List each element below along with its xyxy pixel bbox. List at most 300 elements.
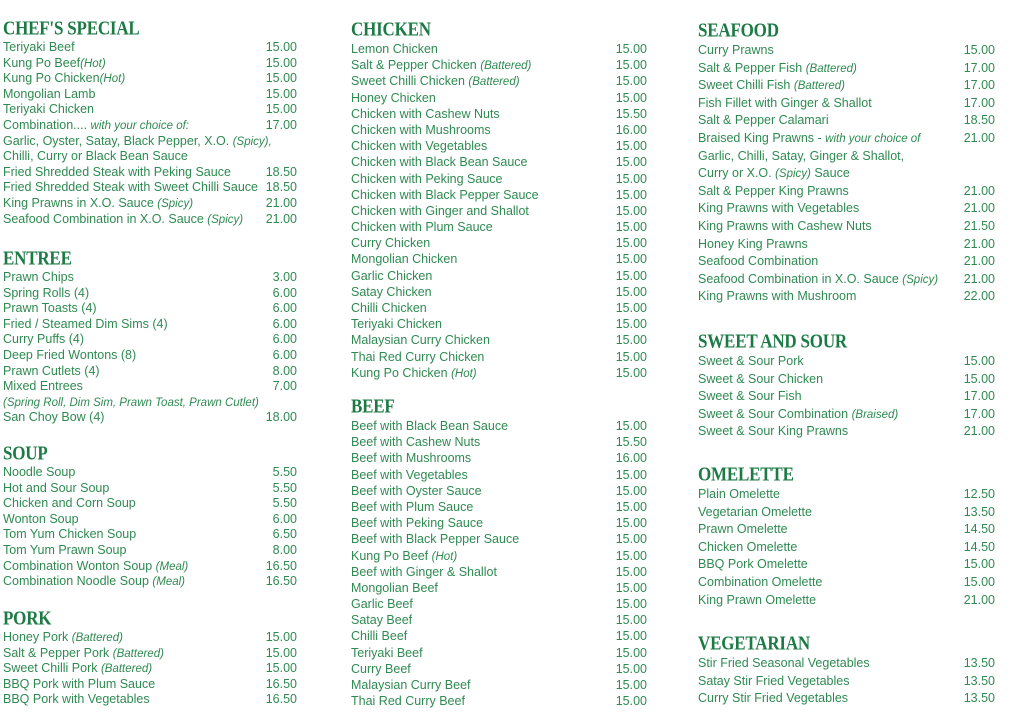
menu-item [3, 574, 297, 590]
menu-item-price: 15.00 [963, 574, 995, 589]
menu-item-name: Prawn Cutlets (4) [3, 363, 100, 378]
menu-item-price: 16.00 [615, 122, 647, 137]
menu-item [698, 486, 995, 504]
menu-item-name: Tom Yum Prawn Soup [3, 542, 127, 557]
menu-item-name: Lemon Chicken [351, 42, 438, 56]
menu-item [351, 154, 647, 170]
menu-item [698, 423, 995, 441]
menu-item [351, 499, 647, 515]
menu-item-name: Teriyaki Beef [3, 40, 75, 54]
section-entree [3, 247, 297, 426]
menu-item-name: Kung Po Beef [3, 55, 81, 70]
menu-item-name: Prawn Omelette [698, 522, 788, 537]
menu-item [3, 270, 297, 286]
menu-item-name: King Prawn Omelette [698, 592, 817, 607]
menu-item [698, 112, 995, 130]
menu-item-note: (Battered) [71, 632, 123, 644]
menu-item [351, 628, 647, 644]
menu-item-name: Stir Fried Seasonal Vegetables [698, 656, 870, 670]
menu-item-name: Honey Chicken [351, 90, 436, 105]
menu-item-name: Chicken with Black Pepper Sauce [351, 187, 539, 202]
menu-item [3, 180, 297, 196]
menu-item-name: Combination Omelette [698, 574, 823, 589]
menu-item-price: 8.00 [272, 363, 297, 378]
menu-item [3, 395, 297, 411]
section-chicken [351, 18, 647, 381]
menu-item-name: King Prawns with Cashew Nuts [698, 218, 872, 233]
menu-item-price: 15.00 [615, 661, 647, 676]
menu-item-name: Combination Noodle Soup [3, 574, 153, 589]
menu-item-name: Wonton Soup [3, 511, 79, 526]
menu-item-note: (Meal) [155, 560, 189, 573]
menu-item-name: Hot and Sour Soup [3, 480, 110, 495]
section-title: ENTREE [3, 247, 72, 269]
menu-item-price: 15.00 [265, 645, 297, 660]
menu-item-name: King Prawns with Vegetables [698, 201, 860, 216]
menu-item-price: 15.00 [615, 532, 647, 547]
menu-item-price: 15.00 [615, 301, 647, 315]
menu-item-name: Beef with Black Bean Sauce [351, 419, 509, 433]
menu-item [351, 138, 647, 154]
menu-item-name: Vegetarian Omelette [698, 504, 812, 519]
section-soup [3, 442, 297, 590]
menu-item [351, 41, 647, 57]
menu-item-note: (Meal) [152, 576, 185, 589]
menu-item-price: 21.00 [963, 254, 995, 269]
menu-item-price: 17.00 [963, 95, 995, 110]
menu-item [3, 196, 297, 212]
menu-item [351, 531, 647, 547]
menu-item-price: 15.00 [265, 630, 297, 644]
menu-item [698, 165, 995, 183]
menu-item-name: Satay Chicken [351, 284, 432, 299]
section-title: SOUP [3, 442, 48, 464]
menu-item [3, 56, 297, 72]
menu-item [351, 365, 647, 381]
menu-item-price: 21.00 [963, 236, 995, 251]
section-omelette [698, 463, 995, 609]
menu-item-price: 17.00 [265, 117, 297, 132]
menu-item [3, 348, 297, 364]
section-sweet-and-sour [698, 330, 995, 441]
menu-item [3, 465, 297, 481]
menu-item-name: Deep Fried Wontons (8) [3, 347, 137, 362]
menu-item-price: 15.00 [963, 557, 995, 572]
menu-item-note: (Spicy) [207, 213, 244, 226]
menu-item [3, 102, 297, 118]
menu-item-price: 16.00 [615, 451, 647, 466]
menu-item-price: 21.00 [963, 592, 995, 607]
menu-item-name: Honey King Prawns [698, 236, 808, 251]
menu-item-name: Malaysian Curry Chicken [351, 333, 490, 348]
menu-item-name: Noodle Soup [3, 465, 76, 479]
menu-item [698, 200, 995, 218]
menu-item-price: 16.50 [265, 558, 297, 573]
menu-item [351, 612, 647, 628]
section-seafood [698, 19, 995, 306]
menu-item-note: (Hot) [99, 73, 126, 86]
section-chefs-special [3, 17, 297, 227]
menu-item-note: (Battered) [805, 62, 857, 75]
menu-item [351, 693, 647, 709]
menu-item [351, 57, 647, 73]
menu-item-name: Chicken with Ginger and Shallot [351, 203, 529, 218]
menu-item [698, 371, 995, 389]
menu-item-price: 18.50 [963, 113, 995, 128]
menu-item-price: 15.00 [265, 40, 297, 54]
menu-item-note: (Battered) [112, 647, 164, 660]
menu-item-price: 16.50 [265, 676, 297, 691]
menu-item [698, 504, 995, 522]
menu-item-name: Kung Po Chicken [351, 365, 452, 380]
menu-item-name: King Prawns in X.O. Sauce [3, 195, 158, 210]
menu-item-price: 15.00 [615, 564, 647, 579]
menu-item-name: Salt & Pepper King Prawns [698, 183, 849, 198]
section-pork [3, 607, 297, 708]
menu-item [351, 171, 647, 187]
menu-item-name: Beef with Black Pepper Sauce [351, 532, 520, 547]
menu-item [3, 512, 297, 528]
menu-item-name: Fried Shredded Steak with Sweet Chilli Sauce [3, 180, 258, 195]
menu-item [698, 218, 995, 236]
menu-item-note: (Spicy), [232, 135, 272, 148]
menu-item-name: Satay Stir Fried Vegetables [698, 673, 850, 688]
menu-item [351, 661, 647, 677]
menu-item [351, 596, 647, 612]
menu-item-price: 6.50 [272, 527, 297, 542]
menu-item-note: (Battered) [468, 76, 520, 89]
menu-item [698, 271, 995, 289]
menu-item-price: 21.00 [963, 271, 995, 286]
menu-item-price: 18.00 [265, 410, 297, 425]
menu-item-price: 15.00 [265, 55, 297, 70]
menu-item-price: 15.00 [615, 499, 647, 514]
menu-item-name: Teriyaki Chicken [351, 317, 443, 332]
menu-item-name: Curry Chicken [351, 236, 431, 251]
menu-item [351, 90, 647, 106]
menu-item-name: Salt & Pepper Pork [3, 645, 113, 660]
menu-item [698, 574, 995, 592]
menu-item-price: 16.50 [265, 692, 297, 707]
menu-item-price: 18.50 [265, 180, 297, 195]
menu-item [351, 187, 647, 203]
menu-item-name: BBQ Pork with Vegetables [3, 692, 150, 707]
menu-item [351, 251, 647, 267]
menu-item-price: 15.50 [615, 435, 647, 450]
menu-item-name: Teriyaki Beef [351, 645, 423, 660]
menu-item-name: Combination Wonton Soup [3, 558, 156, 573]
menu-item-price: 8.00 [272, 542, 297, 557]
menu-item [351, 677, 647, 693]
menu-item-price: 15.00 [615, 548, 647, 563]
menu-item-name: Chicken with Mushrooms [351, 122, 491, 137]
menu-item [351, 483, 647, 499]
menu-item-price: 14.50 [963, 539, 995, 554]
menu-item-name: Tom Yum Chicken Soup [3, 527, 137, 542]
menu-item-name: King Prawns with Mushroom [698, 289, 857, 304]
section-title: CHICKEN [351, 18, 431, 40]
menu-item [698, 521, 995, 539]
menu-item-price: 5.50 [272, 480, 297, 495]
menu-item-price: 15.00 [615, 678, 647, 692]
menu-item-price: 6.00 [272, 347, 297, 362]
menu-item [351, 268, 647, 284]
menu-item [698, 77, 995, 95]
menu-item-name: Thai Red Curry Chicken [351, 349, 485, 364]
menu-item-name: Chicken Omelette [698, 539, 798, 554]
menu-item-name: Prawn Toasts (4) [3, 301, 97, 316]
menu-item-name: Fried Shredded Steak with Peking Sauce [3, 164, 231, 179]
menu-item-price: 15.00 [265, 102, 297, 117]
menu-item [3, 646, 297, 662]
menu-item-price: 17.00 [963, 406, 995, 421]
menu-item-name: Seafood Combination [698, 254, 819, 269]
menu-item [351, 564, 647, 580]
menu-item-name: Spring Rolls (4) [3, 285, 90, 300]
menu-item-price: 15.00 [615, 317, 647, 332]
menu-item [3, 134, 297, 150]
menu-item-price: 6.00 [272, 285, 297, 300]
menu-item-name: Prawn Chips [3, 270, 74, 284]
menu-item [351, 122, 647, 138]
menu-item-note: (Spicy) [775, 168, 811, 181]
menu-item [351, 316, 647, 332]
menu-item-name: Beef with Vegetables [351, 467, 468, 482]
menu-item [3, 410, 297, 426]
menu-item [3, 40, 297, 56]
menu-item-name: Garlic Chicken [351, 268, 433, 283]
menu-item-price: 7.00 [272, 379, 297, 394]
menu-item [698, 655, 995, 673]
section-title: CHEF'S SPECIAL [3, 17, 140, 39]
menu-item-name: Salt & Pepper Calamari [698, 113, 829, 128]
menu-item-price: 15.00 [615, 139, 647, 154]
menu-item-price: 15.00 [615, 419, 647, 433]
section-title: VEGETARIAN [698, 632, 810, 654]
menu-item-name: Fish Fillet with Ginger & Shallot [698, 95, 872, 110]
menu-item-price: 17.00 [963, 389, 995, 404]
menu-item-name: BBQ Pork Omelette [698, 557, 808, 572]
menu-item-name: Mixed Entrees [3, 379, 83, 394]
menu-item [698, 42, 995, 60]
menu-item [698, 406, 995, 424]
menu-item-name: Kung Po Chicken [3, 71, 100, 86]
menu-item-price: 6.00 [272, 332, 297, 347]
menu-item-note: (Hot) [431, 550, 458, 563]
menu-item-price: 13.50 [963, 656, 995, 670]
menu-item [3, 165, 297, 181]
menu-item-price: 15.00 [615, 220, 647, 235]
menu-item-name: Sweet Chilli Chicken [351, 74, 469, 89]
menu-item-name: Curry Beef [351, 661, 411, 676]
section-title: BEEF [351, 395, 395, 417]
menu-item-name: BBQ Pork with Plum Sauce [3, 676, 156, 691]
menu-item-note: (Spicy) [902, 273, 939, 286]
menu-item-name: Braised King Prawns - [698, 130, 826, 145]
menu-item [698, 353, 995, 371]
menu-item-price: 6.00 [272, 316, 297, 331]
menu-item-name: Beef with Peking Sauce [351, 516, 484, 531]
menu-item-name: Sweet & Sour King Prawns [698, 424, 849, 439]
menu-item [3, 332, 297, 348]
menu-item-price: 15.00 [615, 236, 647, 251]
menu-item [3, 118, 297, 134]
menu-item-name: Sweet Chilli Pork [3, 661, 101, 676]
menu-item [3, 677, 297, 693]
menu-item-name: Mongolian Beef [351, 580, 438, 595]
menu-item-price: 21.00 [265, 211, 297, 226]
menu-item-price: 15.00 [615, 365, 647, 380]
menu-item [3, 212, 297, 228]
menu-item-price: 15.00 [615, 284, 647, 299]
menu-item-note: with your choice of [825, 132, 921, 145]
menu-item-price: 15.00 [615, 333, 647, 348]
menu-item-name: Sweet & Sour Combination [698, 406, 852, 421]
menu-item-price: 15.00 [615, 645, 647, 660]
menu-item-price: 14.50 [963, 522, 995, 537]
menu-item-price: 15.00 [265, 86, 297, 101]
menu-item [3, 630, 297, 646]
menu-item-name: Beef with Oyster Sauce [351, 483, 482, 498]
menu-item [351, 73, 647, 89]
menu-item-name: Chicken with Plum Sauce [351, 220, 493, 235]
menu-item-name: Teriyaki Chicken [3, 102, 95, 117]
menu-item-name: Chilli, Curry or Black Bean Sauce [3, 149, 188, 164]
menu-item-price: 15.00 [615, 516, 647, 531]
menu-item-price: 21.00 [963, 201, 995, 216]
menu-item [698, 60, 995, 78]
menu-item-price: 15.00 [615, 268, 647, 283]
menu-item-name: Kung Po Beef [351, 548, 432, 563]
menu-item-price: 15.00 [615, 483, 647, 498]
menu-item-name: Sweet & Sour Chicken [698, 371, 824, 386]
menu-item [3, 364, 297, 380]
section-title: SWEET AND SOUR [698, 330, 847, 352]
section-vegetarian [698, 632, 995, 708]
menu-item [3, 317, 297, 333]
menu-item-price: 15.00 [615, 203, 647, 218]
menu-item-name: Beef with Mushrooms [351, 451, 472, 466]
menu-item-note: (Spicy) [157, 197, 194, 210]
menu-item-price: 15.00 [963, 354, 995, 368]
menu-item [351, 300, 647, 316]
menu-item [3, 71, 297, 87]
section-title: PORK [3, 607, 52, 629]
menu-item-price: 15.00 [615, 349, 647, 364]
menu-item-name: Salt & Pepper Chicken [351, 58, 481, 73]
menu-item-name: Curry or X.O. [698, 166, 776, 181]
menu-item-note: with your choice of: [90, 119, 189, 132]
menu-item-price: 13.50 [963, 691, 995, 706]
section-title: OMELETTE [698, 463, 794, 485]
menu-item-name: Curry Puffs (4) [3, 332, 85, 347]
menu-item-price: 21.00 [963, 130, 995, 145]
menu-item-price: 6.00 [272, 511, 297, 526]
menu-item [351, 548, 647, 564]
menu-item-name: Chicken with Vegetables [351, 139, 488, 154]
menu-item [3, 559, 297, 575]
menu-item [698, 236, 995, 254]
menu-item-name: Salt & Pepper Fish [698, 60, 806, 75]
menu-item-name: Mongolian Chicken [351, 252, 458, 267]
menu-item-price: 15.00 [615, 74, 647, 89]
menu-item [351, 235, 647, 251]
menu-item-price: 15.00 [963, 43, 995, 57]
menu-item [351, 645, 647, 661]
menu-item [3, 543, 297, 559]
menu-item [3, 692, 297, 708]
menu-item-price: 15.00 [615, 629, 647, 644]
menu-item [351, 332, 647, 348]
menu-item-name: Beef with Ginger & Shallot [351, 564, 497, 579]
menu-item-price: 16.50 [265, 574, 297, 589]
menu-item-price: 15.00 [615, 171, 647, 186]
menu-item-note: (Braised) [851, 408, 899, 421]
menu-item-price: 15.00 [615, 42, 647, 56]
menu-item-price: 21.00 [265, 195, 297, 210]
menu-item-price: 15.00 [615, 613, 647, 628]
menu-item [351, 450, 647, 466]
menu-item-name: Plain Omelette [698, 487, 780, 501]
menu-item-price: 22.00 [963, 289, 995, 304]
menu-item-note: (Spring Roll, Dim Sim, Prawn Toast, Prawn Cutlet) [3, 396, 259, 409]
menu-item [3, 286, 297, 302]
menu-item-price: 3.00 [272, 270, 297, 284]
menu-item [351, 349, 647, 365]
section-beef [351, 395, 647, 709]
menu-item-name: San Choy Bow (4) [3, 410, 105, 425]
menu-item-name: Beef with Cashew Nuts [351, 435, 481, 450]
menu-item [698, 288, 995, 306]
menu-item [351, 219, 647, 235]
menu-item [3, 149, 297, 165]
menu-item [351, 515, 647, 531]
menu-item-name: Malaysian Curry Beef [351, 678, 471, 692]
menu-item-note: (Hot) [80, 57, 106, 70]
menu-item [351, 284, 647, 300]
menu-item [698, 673, 995, 691]
menu-item-name: Thai Red Curry Beef [351, 694, 465, 709]
menu-item-price: 15.00 [963, 371, 995, 386]
menu-item [698, 253, 995, 271]
section-title: SEAFOOD [698, 19, 779, 41]
menu-item [3, 87, 297, 103]
menu-item-price: 12.50 [963, 487, 995, 501]
menu-item-name: Curry Prawns [698, 43, 774, 57]
menu-item-name: Mongolian Lamb [3, 86, 96, 101]
menu-item-price: 15.00 [265, 661, 297, 676]
menu-item-name: Honey Pork [3, 630, 72, 644]
menu-item [3, 481, 297, 497]
menu-item-name: Chicken with Black Bean Sauce [351, 155, 528, 170]
menu-item-price: 13.50 [963, 504, 995, 519]
menu-item-name: Seafood Combination in X.O. Sauce [3, 211, 208, 226]
menu-item-name: Chilli Chicken [351, 301, 427, 315]
menu-item-name: Garlic Beef [351, 597, 413, 612]
menu-item-price: 15.00 [615, 252, 647, 267]
menu-item [3, 301, 297, 317]
menu-item-name: Chilli Beef [351, 629, 408, 644]
menu-item [698, 183, 995, 201]
menu-item [351, 203, 647, 219]
menu-item-price: 5.50 [272, 496, 297, 511]
menu-item-price: 15.00 [615, 155, 647, 170]
menu-item-name: Fried / Steamed Dim Sims (4) [3, 316, 168, 331]
menu-item-name: Chicken with Peking Sauce [351, 171, 503, 186]
menu-item-price: 15.00 [615, 58, 647, 73]
menu-item-note: (Battered) [100, 663, 153, 676]
menu-item-price: 15.00 [615, 187, 647, 202]
